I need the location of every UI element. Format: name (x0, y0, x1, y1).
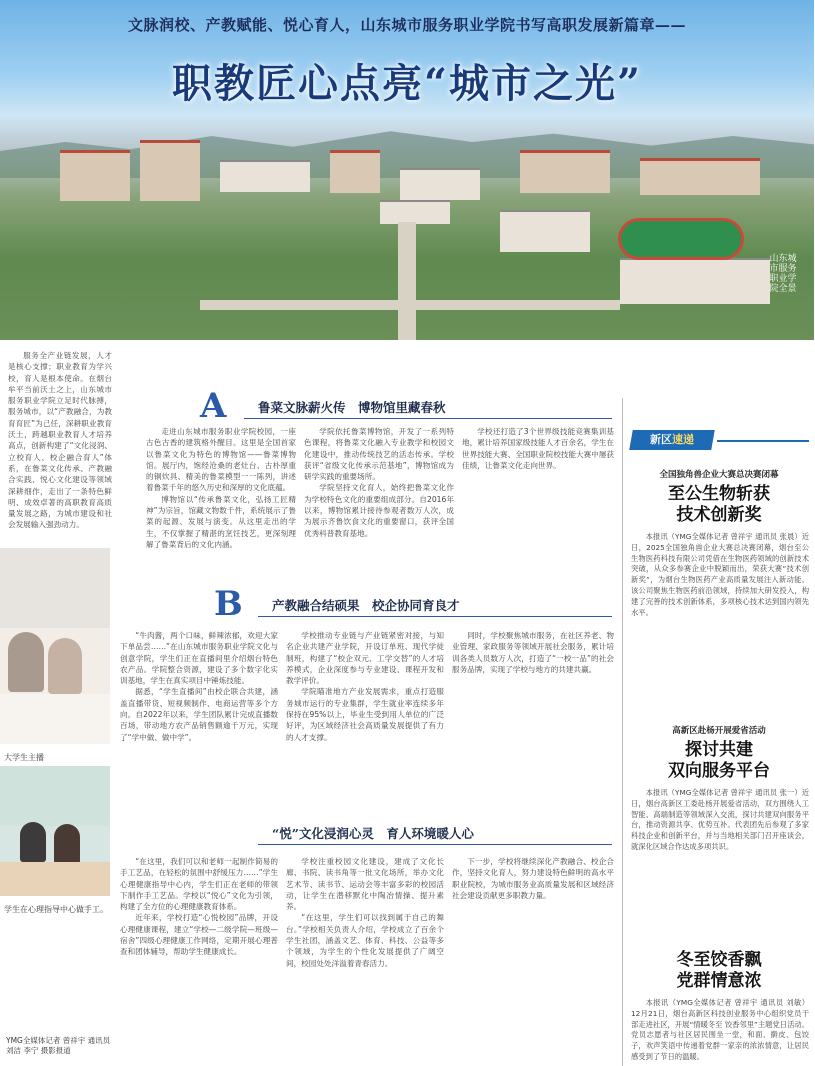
section-c-col-3: 下一步，学校将继续深化产教融合、校企合作，坚持文化育人，努力建设特色鲜明的高水平职业院校，为城市服务业高质量发展和区域经济社会建设贡献更多职教力量。 (452, 857, 614, 900)
story-headline: 冬至饺香飘 党群情意浓 (676, 950, 762, 991)
section-letter: A (200, 386, 227, 426)
section-c-col-2: 学校注重校园文化建设，建成了文化长廊、书院、读书角等一批文化场所，举办文化艺术节、读书节、运动会等丰富多彩的校园活动，让学生在潜移默化中陶冶情操、提升素养。 “在这里，学生们可以找到属于自己的舞台。”学校相关负责人介绍，学校成立了百余个学生社团，涵盖文艺、体育、科技、公益等多个领域，为学生的个性化发展提供了广阔空间，校园处处洋溢着青春活力。 (286, 857, 444, 968)
student-figure (8, 632, 44, 692)
story-kicker: 高新区赴杨开展爱省活动 (672, 726, 766, 736)
intro-text: 服务全产业链发展，人才是核心支撑；职业教育为学兴校，育人是根本使命。在烟台牟平当前沃土之上，山东城市服务职业学院立足时代脉搏，服务城市，以“产教融合，为教育育匠”为己任，深耕职业教育沃土，跨越职业教育人才培养高点，创新构建了“文化浸润、立校育人、校企融合育人”体系，在鲁菜文化传承、产教融合实践、悦心文化建设等领域深耕细作，走出了一条特色鲜明、成效卓著的高职教育高质量发展之路，为城市建设和社会发展输入强劲动力。 (8, 351, 112, 530)
section-c-header (214, 820, 612, 848)
building (520, 150, 610, 193)
sidebar-logo: 新区速递 (629, 430, 715, 450)
student-figure (54, 824, 80, 864)
story-body: 本报讯（YMG全媒体记者 曾祥宇 通讯员 张晨）近日，2025全国独角兽企业大赛总决赛闭幕，烟台至公生物医药科技有限公司凭借在生物医药领域的创新技术突破，从众多参赛企业中脱颖而出，荣获大赛“技术创新奖”，为烟台生物医药产业高质量发展注入新动能。该公司聚焦生物医药前沿领域，持续加大研发投入，构建了完善的技术创新体系，多项核心技术达到国内领先水平。 (631, 532, 809, 617)
building (500, 210, 590, 252)
building (60, 150, 130, 201)
photo-caption-handcraft: 学生在心理指导中心做手工。 (4, 905, 108, 914)
handcraft-photo (0, 766, 110, 896)
section-title: 鲁菜文脉薪火传 博物馆里藏春秋 (258, 400, 446, 415)
section-a-header (200, 386, 612, 426)
campus-road (200, 300, 620, 310)
story-body: 本报讯（YMG全媒体记者 曾祥宇 通讯员 刘敏）12月21日，烟台高新区科技创业服务中心组织党员干部走进社区，开展“情暖冬至 饺香邻里”主题党日活动。党员志愿者与社区居民围坐一堂，和面、擀皮、包饺子，欢声笑语中传递着党群一家亲的浓浓情意，让居民感受到了节日的温暖。 (631, 998, 809, 1061)
header-kicker: 文脉润校、产教赋能、悦心育人，山东城市服务职业学院书写高职发展新篇章—— (127, 16, 686, 34)
craft-table (0, 862, 110, 896)
section-b-col-1: “牛肉酱，两个口味，鲜辣浓郁，欢迎大家下单品尝……”在山东城市服务职业学院文化与创意学院，学生们正在直播间里介绍烟台特色农产品。学院整合资源，建设了多个数字化实训基地，学生在真实项目中锤炼技能。 据悉，“学生直播间”由校企联合共建，涵盖直播带货、短视频制作、电商运营等多个方向。自2022年以来，学生团队累计完成直播数百场，带动地方农产品销售额逾千万元，实现了“学中做、做中学”。 (120, 631, 278, 742)
section-a-col-1: 走进山东城市服务职业学院校园，一座古色古香的建筑格外醒目。这里是全国首家以鲁菜文化为特色的博物馆——鲁菜博物馆。展厅内，饱经沧桑的老灶台、古朴厚重的铜炊具、精美的鲁菜模型一一陈列，讲述着鲁菜千年的悠久历史和深厚的文化底蕴。 博物馆以“传承鲁菜文化，弘扬工匠精神”为宗旨，馆藏文物数千件，系统展示了鲁菜的起源、发展与演变。从这里走出的学生，不仅掌握了精湛的烹饪技艺，更深刻理解了鲁菜背后的文化内涵。 (146, 427, 296, 549)
byline: YMG全媒体记者 曾祥宇 通讯员 刘洁 李宁 摄影报道 (6, 1036, 111, 1055)
building (620, 258, 770, 304)
building (400, 168, 480, 200)
student-figure (20, 822, 46, 862)
photo-caption: 山东城市服务职业学院全景 (769, 254, 797, 294)
story-kicker: 全国独角兽企业大赛总决赛闭幕 (659, 470, 779, 480)
section-a-col-3: 学校还打造了3个世界级技能竞赛集训基地，累计培养国家级技能人才百余名，学生在世界技能大赛、全国职业院校技能大赛中屡获佳绩，让鲁菜文化走向世界。 (462, 427, 614, 470)
student-figure (48, 638, 82, 694)
main-building (380, 200, 450, 224)
central-avenue (398, 222, 416, 340)
section-b-header (214, 584, 612, 624)
headline: 职教匠心点亮“城市之光” (171, 60, 642, 107)
story-body: 本报讯（YMG全媒体记者 曾祥宇 通讯员 张一）近日，烟台高新区工委赴杨开展爱省活动，双方围绕人工智能、高端制造等领域深入交流，探讨共建双向服务平台，推动资源共享、优势互补。代表团先后参观了多家科技企业和创新平台，并与当地相关部门召开座谈会，就深化区域合作达成多项共识。 (631, 788, 809, 851)
section-a-col-2: 学院依托鲁菜博物馆，开发了一系列特色课程，将鲁菜文化融入专业教学和校园文化建设中，推动传统技艺的活态传承。学校获评“省级文化传承示范基地”，博物馆成为研学实践的重要场所。 学院坚持文化育人，始终把鲁菜文化作为学校特色文化的重要组成部分。自2016年以来，博物馆累计接待参观者数万人次，成为展示齐鲁饮食文化的重要窗口，获评全国优秀科普教育基地。 (304, 427, 454, 538)
building (640, 158, 760, 195)
section-letter: B (214, 584, 243, 624)
building (140, 140, 200, 201)
section-title: “悦”文化浸润心灵 育人环境暖人心 (272, 826, 474, 841)
photo-caption-streamer: 大学生主播 (4, 753, 44, 762)
section-b-col-2: 学校推动专业链与产业链紧密对接，与知名企业共建产业学院，开设订单班、现代学徒制班，构建了“校企双元、工学交替”的人才培养模式，企业深度参与专业建设、课程开发和教学评价。 学院瞄准地方产业发展需求，重点打造服务城市运行的专业集群，学生就业率连续多年保持在95%以上，毕业生受到用人单位的广泛好评，为区域经济社会高质量发展提供了有力的人才支撑。 (286, 631, 444, 742)
story-headline: 探讨共建 双向服务平台 (668, 740, 770, 781)
building (220, 160, 310, 192)
section-title: 产教融合结硕果 校企协同育良才 (272, 598, 460, 613)
student-streamer-photo (0, 548, 110, 744)
campus-aerial-photo (0, 0, 814, 340)
story-headline: 至公生物斩获 技术创新奖 (668, 484, 770, 525)
section-b-col-3: 同时，学校聚焦城市服务，在社区养老、物业管理、家政服务等领域开展社会服务，累计培训各类人员数万人次，打造了“一校一品”的社会服务品牌，实现了学校与地方的共建共赢。 (452, 631, 614, 674)
building (330, 150, 380, 193)
sports-field (618, 218, 744, 260)
section-c-col-1: “在这里，我们可以和老师一起制作简易的手工艺品，在轻松的氛围中舒缓压力……”学生心理健康指导中心内，学生们正在老师的带领下制作手工艺品。学校以“悦心”文化为引领，构建了全方位的心理健康教育体系。 近年来，学校打造“心悦校园”品牌，开设心理健康课程，建立“学校—二级学院—班级—宿舍”四级心理健康工作网络，定期开展心理普查和团体辅导，帮助学生健康成长。 (120, 857, 278, 957)
news-sidebar (622, 398, 815, 1066)
